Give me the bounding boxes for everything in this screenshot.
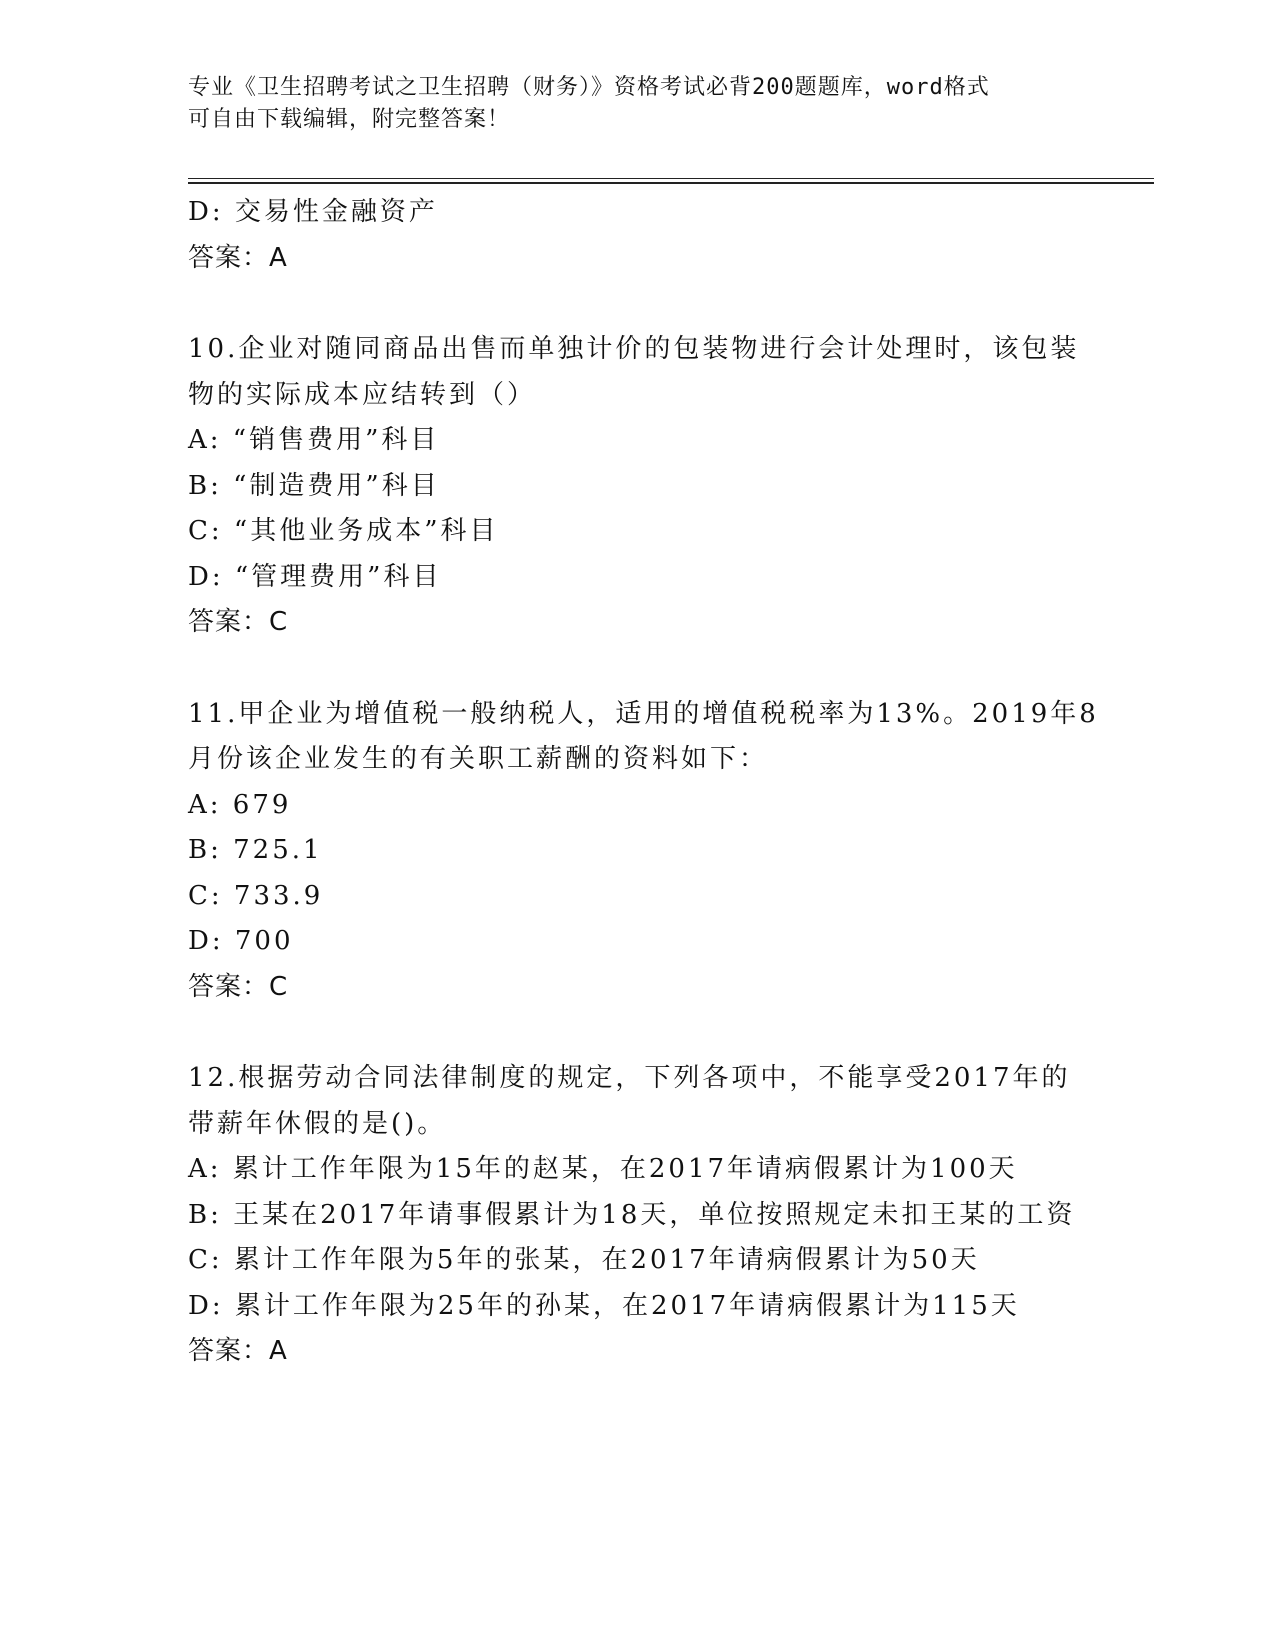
option-c: C: 733.9: [188, 880, 324, 911]
option-b: B: 王某在2017年请事假累计为18天，单位按照规定未扣王某的工资: [188, 1199, 1076, 1230]
question-stem-line-2: 物的实际成本应结转到（）: [188, 379, 537, 410]
answer-line: 答案：C: [188, 607, 289, 637]
option-c: C: 累计工作年限为5年的张某，在2017年请病假累计为50天: [188, 1245, 980, 1275]
answer-line: 答案：C: [188, 971, 289, 1002]
option-d: D: 交易性金融资产: [188, 197, 438, 227]
option-a: A: 累计工作年限为15年的赵某，在2017年请病假累计为100天: [188, 1154, 1018, 1184]
option-d: D: 累计工作年限为25年的孙某，在2017年请病假累计为115天: [188, 1290, 1020, 1321]
header-title-line-2: 可自由下载编辑，附完整答案！: [188, 107, 511, 132]
option-d: D: “管理费用”科目: [188, 561, 442, 592]
question-block-10: [188, 327, 1088, 646]
question-block-12: [188, 1056, 1088, 1375]
answer-line: 答案：A: [188, 242, 288, 273]
header-title-line-1: 专业《卫生招聘考试之卫生招聘（财务）》资格考试必背200题题库，word格式: [188, 75, 990, 100]
question-list: [188, 190, 1099, 1375]
header-divider-thick: [188, 182, 1154, 184]
option-d: D: 700: [188, 926, 294, 956]
spacer: [188, 1010, 1088, 1056]
question-stem-line-1: 12.根据劳动合同法律制度的规定，下列各项中，不能享受2017年的: [188, 1063, 1071, 1093]
option-b: B: 725.1: [188, 835, 323, 865]
page-header: [188, 72, 1088, 136]
option-a: A: “销售费用”科目: [188, 425, 440, 455]
question-stem-line-2: 带薪年休假的是()。: [188, 1108, 447, 1139]
spacer: [188, 646, 1088, 692]
question-stem-line-1: 11.甲企业为增值税一般纳税人，适用的增值税税率为13%。2019年8: [188, 698, 1099, 729]
answer-line: 答案：A: [188, 1336, 288, 1366]
question-block-9-tail: [188, 190, 1088, 281]
header-divider-thin: [188, 178, 1154, 179]
option-b: B: “制造费用”科目: [188, 470, 440, 501]
spacer: [188, 281, 1088, 327]
option-a: A: 679: [188, 789, 292, 820]
question-stem-line-2: 月份该企业发生的有关职工薪酬的资料如下：: [188, 744, 769, 774]
option-c: C: “其他业务成本”科目: [188, 516, 499, 546]
question-block-11: [188, 692, 1099, 1011]
question-stem-line-1: 10.企业对随同商品出售而单独计价的包装物进行会计处理时，该包装: [188, 334, 1080, 364]
